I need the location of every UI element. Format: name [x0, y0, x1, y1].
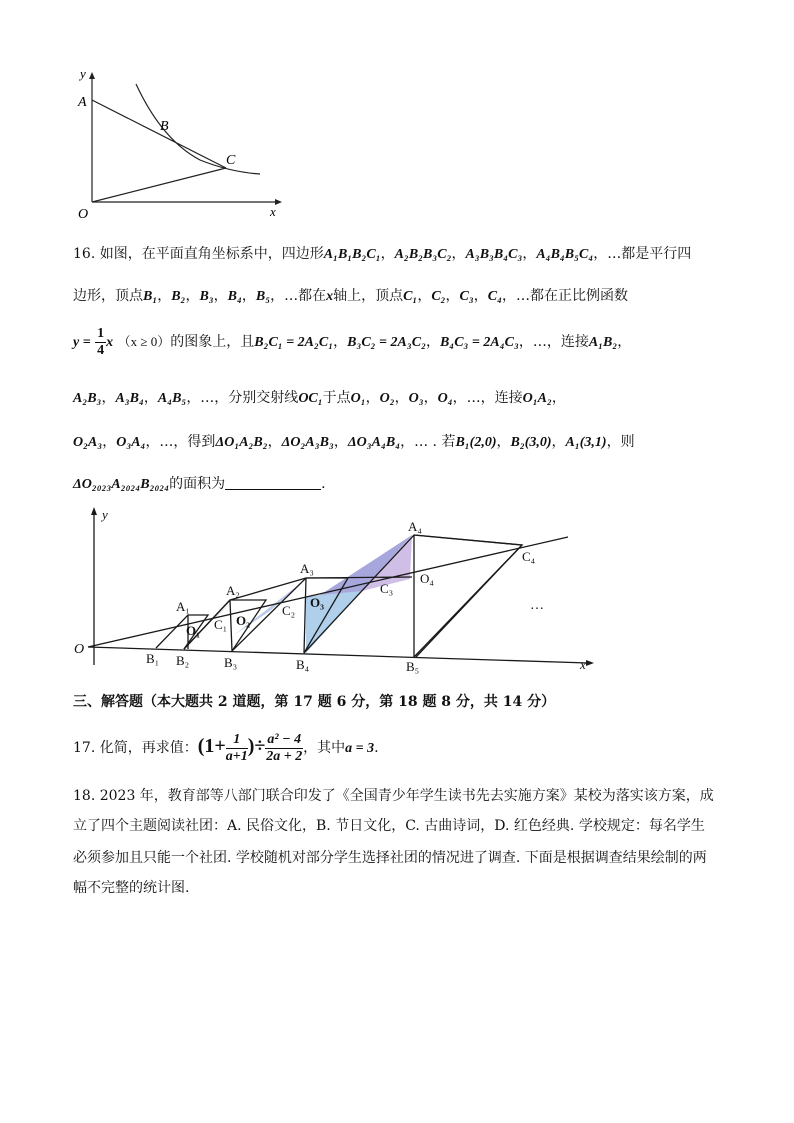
fig2-label-b5: B₅ — [406, 659, 420, 674]
q18-line-2: 立了四个主题阅读社团：A. 民俗文化，B. 节日文化，C. 古曲诗词，D. 红色经典. 学校规定：每名学生 — [73, 818, 705, 834]
q16-line-6 — [73, 474, 326, 495]
q16-func-text: ，…都在正比例函数 — [501, 288, 628, 304]
fig2-label-o1: O₁ — [186, 623, 201, 638]
q17-text: 化简，再求值： — [99, 740, 198, 756]
q16-seg-a4b5: A₄B₅ — [157, 391, 187, 406]
q16-point-o2: O₂ — [379, 391, 395, 406]
q16-line-4: A₂B₃，A₃B₄，A₄B₅，…，分别交射线OC₁于点O₁，O₂，O₃，O₄，…，连接O₁A₂， — [73, 390, 566, 406]
fig2-label-y: y — [102, 507, 108, 522]
q16-tri-1: ΔO₁A₂B₂ — [215, 435, 268, 450]
q16-quad-3: A₃B₃B₄C₃ — [465, 247, 523, 262]
q17-number: 17. — [73, 740, 96, 756]
q16-on-text: ，…都在 — [270, 288, 327, 304]
fig2-label-a2: A₂ — [226, 583, 240, 598]
q16-if-text: ，… . 若 — [400, 434, 456, 450]
fig2-label-o2: O₂ — [236, 613, 251, 628]
q17-close: )÷ — [247, 735, 266, 757]
q16-condition: （x ≥ 0） — [117, 334, 171, 349]
figure-hyperbola — [70, 62, 290, 222]
q16-line1-end: ，…都是平行四 — [593, 246, 692, 262]
q16-graph-text: 的图象上，且 — [170, 334, 255, 350]
q16-func-lhs: y = — [73, 335, 91, 350]
figure-parallelograms — [70, 505, 600, 675]
q16-seg-a2b3: A₂B₃ — [73, 391, 102, 406]
q16-func-fraction — [95, 326, 106, 359]
q16-seg-o3a4: O₃A₄ — [116, 435, 146, 450]
q16-point-c1: C₁ — [403, 289, 418, 304]
fig2-label-o4: O₄ — [420, 571, 434, 586]
fig2-x-arrow — [586, 660, 594, 666]
q16-eq-3: B₄C₃ = 2A₄C₃ — [439, 335, 519, 350]
q16-seg-a1b2: A₁B₂ — [588, 335, 618, 350]
q16-connect-o-text: ，…，连接 — [452, 390, 523, 406]
q17-line — [73, 726, 379, 769]
q16-number: 16. — [73, 246, 96, 262]
q18-line-3: 必须参加且只能一个社团. 学校随机对部分学生选择社团的情况进了调查. 下面是根据调查结果绘制的两 — [73, 850, 707, 866]
fig1-y-arrow — [89, 72, 95, 79]
fig2-x-axis — [88, 647, 588, 663]
q16-point-b1: B₁ — [143, 289, 158, 304]
fig2-label-a4: A₄ — [408, 519, 422, 534]
q16-seg-a3b4: A₃B₄ — [115, 391, 144, 406]
fig1-segment-ac — [92, 100, 226, 168]
fig2-label-c2: C₂ — [282, 603, 296, 618]
q18-text-1: 2023 年，教育部等八部门联合印发了《全国青少年学生读书先去实施方案》某校为落实该方案，成 — [99, 788, 714, 804]
q17-value: a = 3 — [345, 741, 375, 756]
fig2-label-c1: C₁ — [214, 617, 228, 632]
q16-point-text: 于点 — [322, 390, 351, 406]
q16-then-text: ，则 — [606, 434, 635, 450]
fig1-segment-oc — [92, 168, 226, 202]
q16-point-b2: B₂ — [171, 289, 186, 304]
q16-given-a1: A₁(3,1) — [565, 435, 607, 450]
q17-where: ，其中 — [303, 740, 346, 756]
q16-answer-blank[interactable] — [225, 475, 321, 490]
q16-point-o3: O₃ — [408, 391, 424, 406]
fig2-label-x: x — [580, 657, 586, 672]
q17-inner-num: 1 — [226, 732, 248, 749]
q17-outer-fraction — [265, 732, 303, 765]
q16-point-c4: C₄ — [487, 289, 502, 304]
q17-inner-den: a+1 — [225, 748, 248, 764]
q16-seg-o2a3: O₂A₃ — [73, 435, 103, 450]
q17-inner-fraction — [226, 732, 248, 765]
fig2-ray-oc — [88, 537, 568, 647]
q18-number: 18. — [73, 788, 96, 804]
fig2-label-b2: B₂ — [176, 653, 190, 668]
q16-point-b4: B₄ — [227, 289, 242, 304]
q16-point-b3: B₃ — [199, 289, 214, 304]
q16-point-o4: O₄ — [437, 391, 453, 406]
fig2-y-arrow — [91, 507, 97, 515]
q16-end: . — [321, 476, 326, 492]
q17-outer-num: a² − 4 — [267, 731, 302, 747]
q17-open: (1+ — [197, 735, 226, 757]
section-3-title: 三、解答题（本大题共 2 道题，第 17 题 6 分，第 18 题 8 分，共 14 分） — [73, 694, 556, 710]
q18-line-1 — [73, 786, 714, 806]
q16-line-5: O₂A₃，O₃A₄，…，得到ΔO₁A₂B₂，ΔO₂A₃B₃，ΔO₃A₄B₄，… . 若B₁(2,0)，B₂(3,0)，A₁(3,1)，则 — [73, 434, 635, 450]
q16-ray-text: ，…，分别交射线 — [186, 390, 299, 406]
fig1-label-y: y — [80, 66, 86, 81]
q18-line-4: 幅不完整的统计图. — [73, 880, 190, 896]
fig2-label-b4: B₄ — [296, 657, 310, 672]
fig2-label-b1: B₁ — [146, 651, 160, 666]
fig2-label-o: O — [74, 642, 85, 657]
q16-vertex-text: 边形，顶点 — [73, 288, 143, 304]
fig2-label-a1: A₁ — [176, 599, 190, 614]
q16-quad-2: A₂B₂B₃C₂ — [394, 247, 452, 262]
q16-quad-1: A₁B₁B₂C₁ — [323, 247, 381, 262]
q16-ray-oc1: OC₁ — [298, 391, 323, 406]
fig1-x-arrow — [275, 199, 282, 205]
q17-outer-den: 2a + 2 — [266, 748, 303, 764]
fig2-label-a3: A₃ — [300, 561, 314, 576]
fig1-label-x: x — [270, 204, 276, 219]
q16-func-den: 4 — [97, 342, 105, 358]
q16-tri-3: ΔO₃A₄B₄ — [347, 435, 401, 450]
fig2-label-b3: B₃ — [224, 655, 238, 670]
q16-x-axis-var: x — [326, 289, 334, 304]
q16-target-triangle: ΔO₂₀₂₃A₂₀₂₄B₂₀₂₄ — [73, 477, 170, 492]
fig2-label-c4: C₄ — [522, 549, 536, 564]
q16-quad-4: A₄B₄B₅C₄ — [536, 247, 594, 262]
q16-func-num: 1 — [97, 325, 105, 341]
fig1-label-a: A — [78, 95, 87, 110]
q16-point-c3: C₃ — [459, 289, 474, 304]
q16-given-b1: B₁(2,0) — [455, 435, 497, 450]
q16-axis-text: 轴上，顶点 — [333, 288, 404, 304]
q16-eq-1: B₂C₁ = 2A₂C₁ — [254, 335, 334, 350]
q16-area-text: 的面积为 — [169, 476, 226, 492]
fig1-label-c: C — [226, 153, 236, 168]
q16-intro: 如图，在平面直角坐标系中，四边形 — [99, 246, 324, 262]
q16-line-2: 边形，顶点B₁，B₂，B₃，B₄，B₅，…都在x轴上，顶点C₁，C₂，C₃，C₄，…都在正比例函数 — [73, 288, 628, 304]
q17-end: . — [374, 740, 379, 756]
q16-obtain-text: ，…，得到 — [145, 434, 216, 450]
q16-line-3: y = $\frac{1}{4}$ x （x ≥ 0）的图象上，且B₂C₁ = 2A₂C₁，B₃C₂ = 2A₃C₂，B₄C₃ = 2A₄C₃，…，连接A₁B₂， — [73, 325, 632, 358]
q16-tri-2: ΔO₂A₃B₃ — [281, 435, 334, 450]
q16-line-1: 16. 如图，在平面直角坐标系中，四边形A₁B₁B₂C₁，A₂B₂B₃C₂，A₃B₃B₄C₃，A₄B₄B₅C₄，…都是平行四 — [73, 246, 692, 262]
q16-point-o1: O₁ — [350, 391, 366, 406]
fig2-ellipsis: … — [530, 598, 544, 613]
q16-seg-o1a2: O₁A₂ — [522, 391, 552, 406]
fig1-hyperbola-curve — [136, 84, 260, 174]
q16-point-c2: C₂ — [431, 289, 446, 304]
q16-given-b2: B₂(3,0) — [510, 435, 552, 450]
q16-point-b5: B₅ — [255, 289, 271, 304]
q16-func-var: x — [106, 335, 114, 350]
fig2-label-o3: O₃ — [310, 595, 325, 610]
fig2-label-c3: C₃ — [380, 581, 394, 596]
q16-connect-text: ，…，连接 — [518, 334, 589, 350]
fig1-label-o: O — [78, 207, 89, 222]
q16-eq-2: B₃C₂ = 2A₃C₂ — [347, 335, 426, 350]
fig1-label-b: B — [160, 119, 169, 134]
